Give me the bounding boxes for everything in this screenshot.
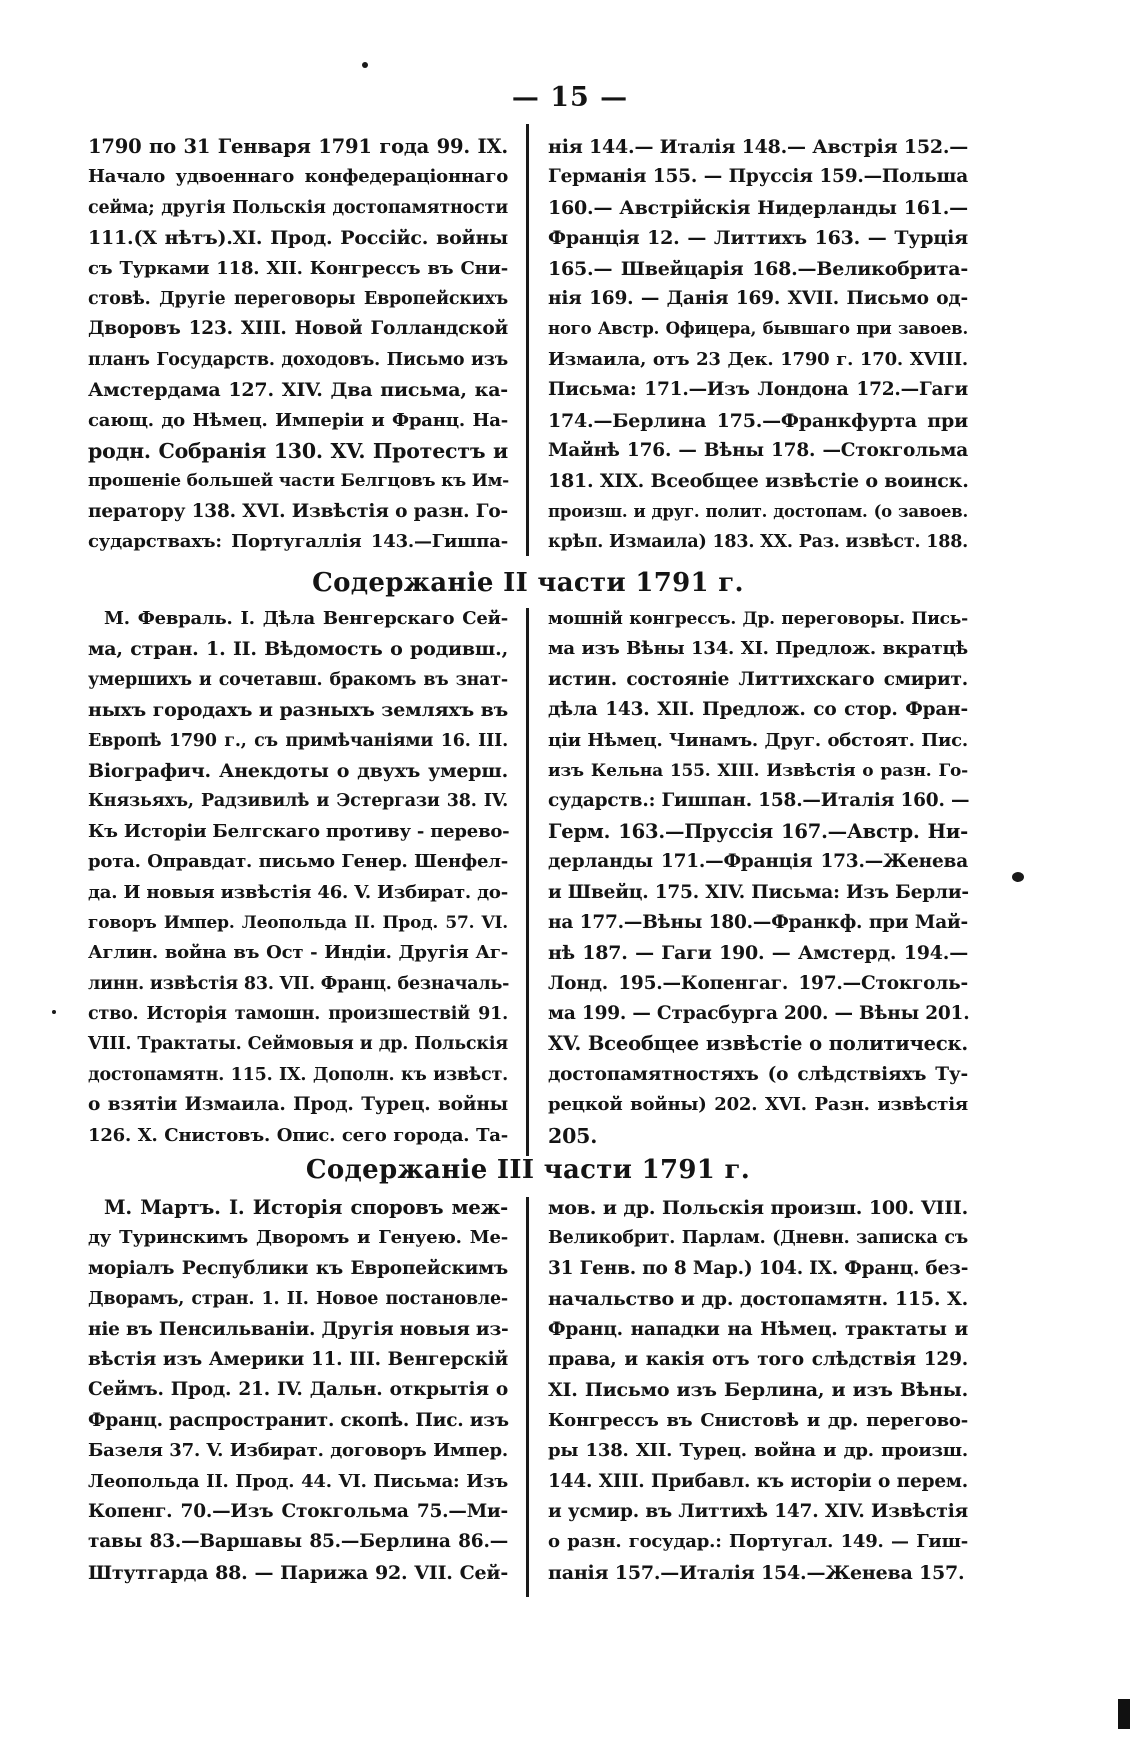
text-line: Герм. 163.—Пруссія 167.—Австр. Ни-: [548, 819, 968, 843]
text-line: Дворамъ, стран. 1. II. Новое постановле-: [88, 1289, 508, 1310]
text-line: дерланды 171.—Франція 173.—Женева: [548, 851, 968, 873]
text-line: вѣстія изъ Америки 11. III. Венгерскій: [88, 1348, 508, 1370]
page-number: — 15 —: [511, 82, 629, 113]
column-divider: [526, 124, 529, 556]
right-column: [548, 604, 968, 1151]
text-line: истин. состояніе Литтихскаго смирит.: [548, 668, 968, 690]
text-line: прошеніе большей части Белгцовъ къ Им-: [88, 471, 510, 492]
text-line: нія 169. — Данія 169. XVII. Письмо од-: [548, 287, 968, 309]
text-line: и усмир. въ Литтихѣ 147. XIV. Извѣстія: [548, 1500, 968, 1522]
text-line: планъ Государств. доходовъ. Письмо изъ: [88, 349, 508, 370]
section-heading: Содержаніе III части 1791 г.: [305, 1155, 751, 1185]
text-line: Лонд. 195.—Копенгаг. 197.—Стокголь-: [548, 972, 968, 994]
text-line: XI. Письмо изъ Берлина, и изъ Вѣны.: [548, 1379, 968, 1402]
section-heading: Содержаніе II части 1791 г.: [312, 568, 744, 598]
left-column: [88, 132, 508, 557]
section-part-3: [88, 1155, 968, 1595]
text-line: Віографич. Анекдоты о двухъ умерш.: [88, 759, 508, 782]
text-line: моріалъ Республики къ Европейскимъ: [88, 1257, 508, 1279]
left-column: [88, 1193, 508, 1588]
text-line: сейма; другія Польскія достопамятности: [88, 197, 508, 218]
text-line: ма, стран. 1. II. Вѣдомость о родивш.,: [88, 638, 508, 661]
text-line: Леопольда II. Прод. 44. VI. Письма: Изъ: [88, 1470, 508, 1492]
text-line: достопамятн. 115. IX. Дополн. къ извѣст.: [88, 1064, 508, 1085]
text-line: Франц. нападки на Нѣмец. трактаты и: [548, 1318, 968, 1340]
text-line: тавы 83.—Варшавы 85.—Берлина 86.—: [88, 1531, 508, 1553]
text-line: на 177.—Вѣны 180.—Франкф. при Май-: [548, 911, 968, 933]
text-line: 181. XIX. Всеобщее извѣстіе о воинск.: [548, 470, 969, 493]
text-line: дѣла 143. XII. Предлож. со стор. Фран-: [548, 699, 968, 721]
text-line: Базеля 37. V. Избират. договоръ Импер.: [88, 1440, 508, 1462]
print-speck: [52, 1010, 56, 1014]
text-line: Германія 155. — Пруссія 159.—Польша: [548, 166, 968, 188]
text-line: начальство и др. достопамятн. 115. X.: [548, 1288, 968, 1311]
page-edge-mark: [1118, 1699, 1130, 1729]
text-line: ство. Исторія тамошн. произшествій 91.: [88, 1004, 508, 1025]
text-line: 126. X. Снистовъ. Опис. сего города. Та-: [88, 1124, 508, 1146]
text-line: 174.—Берлина 175.—Франкфурта при: [548, 409, 968, 432]
text-line: ма 199. — Страсбурга 200. — Вѣны 201.: [548, 1003, 970, 1025]
text-line: крѣп. Измаила) 183. XX. Раз. извѣст. 188.: [548, 532, 969, 553]
text-line: рецкой войны) 202. XVI. Разн. извѣстія: [548, 1094, 968, 1116]
text-line: 111.(X нѣтъ).XI. Прод. Россійс. войны: [88, 227, 508, 250]
text-line: линн. извѣстія 83. VII. Франц. безначаль-: [88, 973, 510, 994]
text-line: стовѣ. Другіе переговоры Европейскихъ: [88, 288, 508, 309]
text-line: родн. Собранія 130. XV. Протестъ и: [88, 438, 508, 463]
text-line: 31 Генв. по 8 Мар.) 104. IX. Франц. без-: [548, 1257, 969, 1279]
text-line: 1790 по 31 Генваря 1791 года 99. IX.: [88, 135, 508, 158]
text-line: права, и какія отъ того слѣдствія 129.: [548, 1348, 968, 1370]
text-line: сударствахъ: Португаллія 143.—Гишпа-: [88, 531, 508, 553]
text-line: умершихъ и сочетавш. бракомъ въ знат-: [88, 669, 508, 690]
text-line: рота. Оправдат. письмо Генер. Шенфел-: [88, 851, 508, 873]
text-line: сударств.: Гишпан. 158.—Италія 160. —: [548, 790, 970, 812]
text-line: Аглин. война въ Ост - Индіи. Другія Аг-: [88, 942, 508, 964]
text-line: и Швейц. 175. XIV. Письма: Изъ Берли-: [548, 881, 969, 903]
text-line: М. Мартъ. I. Исторія споровъ меж-: [104, 1196, 508, 1219]
section-part-1-continued: [88, 132, 968, 562]
section-part-2: [88, 568, 968, 1148]
text-line: панія 157.—Италія 154.—Женева 157.: [548, 1561, 965, 1584]
text-line: Дворовъ 123. XIII. Новой Голландской: [88, 318, 508, 340]
text-line: Письма: 171.—Изъ Лондона 172.—Гаги: [548, 379, 968, 401]
text-line: о разн. государ.: Португал. 149. — Гиш-: [548, 1531, 968, 1553]
text-line: Князьяхъ, Радзивилѣ и Эстергази 38. IV.: [88, 791, 508, 812]
text-line: 205.: [548, 1123, 598, 1148]
text-line: нія 144.— Италія 148.— Австрія 152.—: [548, 136, 969, 158]
text-line: съ Турками 118. XII. Конгрессъ въ Сни-: [88, 257, 508, 279]
right-column: [548, 132, 968, 557]
text-line: мошній конгрессъ. Др. переговоры. Пись-: [548, 609, 968, 629]
text-line: ма изъ Вѣны 134. XI. Предлож. вкратцѣ: [548, 638, 968, 660]
column-divider: [526, 608, 529, 1156]
text-line: 165.— Швейцарія 168.—Великобрита-: [548, 257, 968, 280]
text-line: Копенг. 70.—Изъ Стокгольма 75.—Ми-: [88, 1500, 508, 1522]
text-line: Франц. распространит. скопѣ. Пис. изъ: [88, 1409, 509, 1431]
text-line: ду Туринскимъ Дворомъ и Генуею. Ме-: [88, 1227, 508, 1249]
text-line: сающ. до Нѣмец. Имперіи и Франц. На-: [88, 409, 508, 431]
text-line: ператору 138. XVI. Извѣстія о разн. Го-: [88, 500, 508, 522]
text-line: изъ Кельна 155. XIII. Извѣстія о разн. Го-: [548, 760, 968, 781]
text-line: Начало удвоеннаго конфедераціоннаго: [88, 166, 508, 188]
text-line: Амстердама 127. XIV. Два письма, ка-: [88, 379, 508, 402]
text-line: достопамятностяхъ (о слѣдствіяхъ Ту-: [548, 1063, 968, 1085]
text-line: о взятіи Измаила. Прод. Турец. войны: [88, 1094, 508, 1116]
text-line: Сеймъ. Прод. 21. IV. Дальн. открытія о: [88, 1379, 508, 1401]
text-line: да. И новыя извѣстія 46. V. Избират. до-: [88, 881, 508, 903]
print-speck: [362, 62, 368, 68]
text-line: ніе въ Пенсильваніи. Другія новыя из-: [88, 1318, 509, 1340]
text-line: XV. Всеобщее извѣстіе о политическ.: [548, 1032, 968, 1056]
text-line: ціи Нѣмец. Чинамъ. Друг. обстоят. Пис.: [548, 729, 968, 751]
text-line: говоръ Импер. Леопольда II. Прод. 57. VI.: [88, 912, 508, 933]
text-line: нѣ 187. — Гаги 190. — Амстерд. 194.—: [548, 942, 968, 965]
text-line: ного Австр. Офицера, бывшаго при завоев.: [548, 319, 968, 339]
text-line: мов. и др. Польскія произш. 100. VIII.: [548, 1197, 968, 1219]
column-divider: [526, 1197, 529, 1597]
text-line: Майнѣ 176. — Вѣны 178. —Стокгольма: [548, 439, 968, 461]
right-column: [548, 1193, 968, 1588]
text-line: Штутгарда 88. — Парижа 92. VII. Сей-: [88, 1561, 508, 1584]
text-line: Измаила, отъ 23 Дек. 1790 г. 170. XVIII.: [548, 348, 968, 370]
text-line: Къ Исторіи Белгскаго противу - перево-: [88, 820, 510, 842]
text-line: ры 138. XII. Турец. война и др. произш.: [548, 1440, 968, 1462]
text-line: VIII. Трактаты. Сеймовыя и др. Польскія: [88, 1034, 508, 1055]
text-line: 144. XIII. Прибавл. къ исторіи о перем.: [548, 1470, 968, 1492]
text-line: 160.— Австрійскія Нидерланды 161.—: [548, 196, 968, 219]
text-line: ныхъ городахъ и разныхъ земляхъ въ: [88, 699, 508, 722]
print-speck: [1012, 872, 1024, 882]
text-line: произш. и друг. полит. достопам. (о завоев.: [548, 501, 968, 521]
text-line: Франція 12. — Литтихъ 163. — Турція: [548, 227, 968, 250]
text-line: М. Февраль. I. Дѣла Венгерскаго Сей-: [104, 608, 508, 629]
left-column: [88, 604, 508, 1151]
text-line: Великобрит. Парлам. (Дневн. записка съ: [548, 1228, 968, 1249]
text-line: Конгрессъ въ Снистовѣ и др. перегово-: [548, 1409, 968, 1431]
text-line: Европѣ 1790 г., съ примѣчаніями 16. III.: [88, 730, 508, 751]
